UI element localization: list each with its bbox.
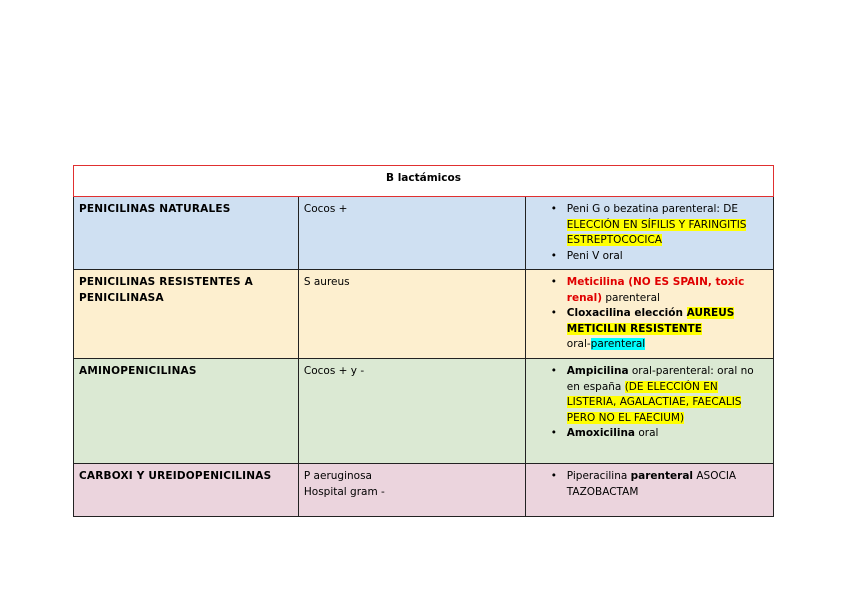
target-cell: Cocos + <box>298 197 525 270</box>
table-row <box>74 464 774 517</box>
notes-cell <box>525 359 773 464</box>
table-title: B lactámicos <box>74 166 774 197</box>
highlighted-text: ELECCIÓN EN SÍFILIS Y FARINGITIS ESTREPTOCOCICA <box>566 218 747 246</box>
target-cell: Cocos + y - <box>298 359 525 464</box>
notes-list <box>531 469 768 500</box>
list-item: • Piperacilina parenteral ASOCIA TAZOBACTAM <box>567 469 768 500</box>
red-text: Meticilina (NO ES SPAIN, toxic renal) <box>566 276 745 304</box>
notes-cell <box>525 464 773 517</box>
beta-lactam-table <box>73 165 774 517</box>
notes-list <box>531 275 768 353</box>
table-row <box>74 359 774 464</box>
highlighted-text: (DE ELECCIÓN EN LISTERIA, AGALACTIAE, FAECALIS PERO NO EL FAECIUM) <box>566 380 742 424</box>
notes-cell <box>525 270 773 359</box>
list-item: • Amoxicilina oral <box>567 426 768 442</box>
list-item: • Peni V oral <box>567 249 768 265</box>
notes-list <box>531 202 768 264</box>
group-cell: PENICILINAS RESISTENTES A PENICILINASA <box>74 270 299 359</box>
target-cell: S aureus <box>298 270 525 359</box>
target-cell: P aeruginosa Hospital gram - <box>298 464 525 517</box>
list-item: • Ampicilina oral-parenteral: oral no en españa (DE ELECCIÓN EN LISTERIA, AGALACTIAE, FAECALIS PERO NO EL FAECIUM) <box>567 364 768 426</box>
highlighted-text: AUREUS METICILIN RESISTENTE <box>566 307 735 335</box>
group-cell: AMINOPENICILINAS <box>74 359 299 464</box>
group-cell: CARBOXI Y UREIDOPENICILINAS <box>74 464 299 517</box>
notes-cell <box>525 197 773 270</box>
list-item: • Peni G o bezatina parenteral: DE ELECCIÓN EN SÍFILIS Y FARINGITIS ESTREPTOCOCICA <box>567 202 768 249</box>
notes-list <box>531 364 768 442</box>
list-item: • Meticilina (NO ES SPAIN, toxic renal) parenteral <box>567 275 768 306</box>
list-item: • Cloxacilina elección AUREUS METICILIN RESISTENTE oral-parenteral <box>567 306 768 353</box>
table-header-row <box>74 166 774 197</box>
table-row <box>74 197 774 270</box>
table-row <box>74 270 774 359</box>
cyan-highlighted-text: parenteral <box>590 338 646 350</box>
group-cell: PENICILINAS NATURALES <box>74 197 299 270</box>
